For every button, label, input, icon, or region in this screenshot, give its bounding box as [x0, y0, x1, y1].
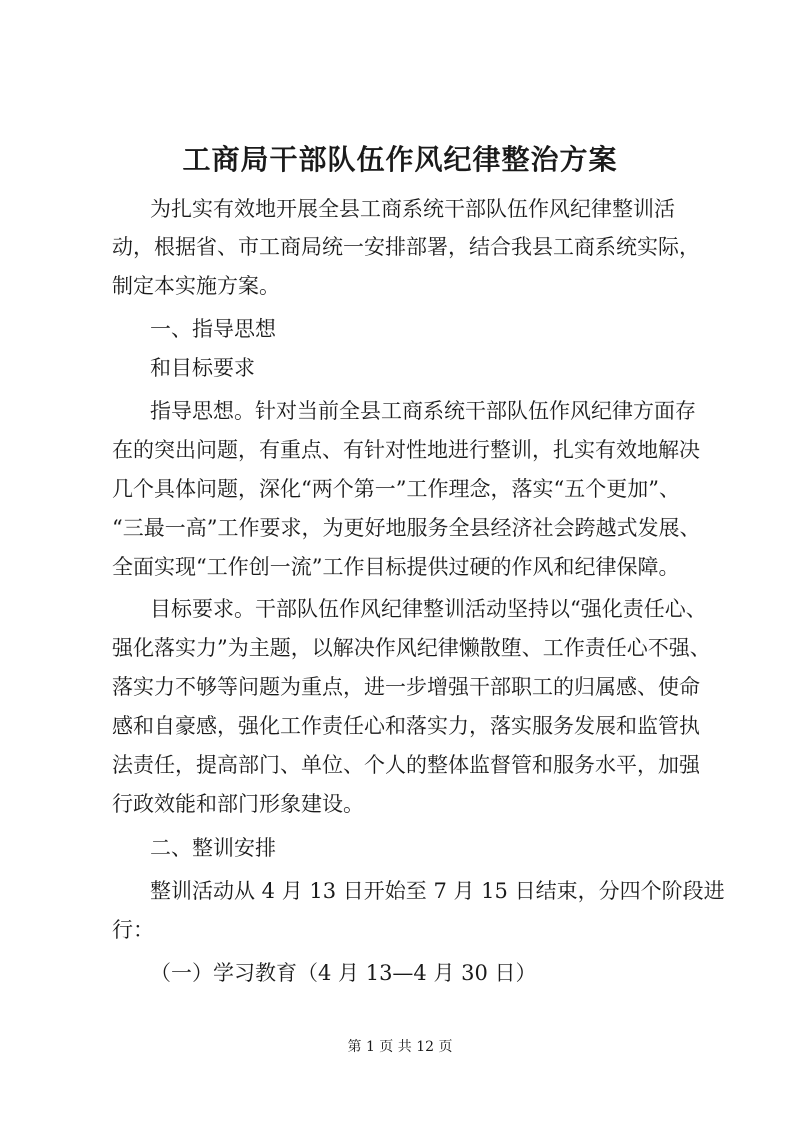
section-heading-continued: 和目标要求 — [150, 356, 255, 380]
paragraph-line: 行政效能和部门形象建设。 — [112, 792, 364, 816]
paragraph-line: 目标要求。干部队伍作风纪律整训活动坚持以“强化责任心、 — [150, 597, 707, 621]
paragraph-line: 动，根据省、市工商局统一安排部署，结合我县工商系统实际， — [112, 235, 700, 259]
paragraph-line: 为扎实有效地开展全县工商系统干部队伍作风纪律整训活 — [150, 197, 675, 221]
section-heading: 一、指导思想 — [150, 317, 276, 341]
paragraph-line: 在的突出问题，有重点、有针对性地进行整训，扎实有效地解决 — [112, 438, 700, 462]
paragraph-line: “三最一高”工作要求，为更好地服务全县经济社会跨越式发展、 — [112, 516, 701, 540]
paragraph-line: 几个具体问题，深化“两个第一”工作理念，落实“五个更加”、 — [112, 477, 680, 501]
paragraph-line: 行： — [112, 918, 154, 942]
paragraph-line: 法责任，提高部门、单位、个人的整体监督管和服务水平，加强 — [112, 753, 700, 777]
paragraph-line: 指导思想。针对当前全县工商系统干部队伍作风纪律方面存 — [150, 399, 696, 423]
paragraph-line: 落实力不够等问题为重点，进一步增强干部职工的归属感、使命 — [112, 675, 700, 699]
paragraph-line: 强化落实力”为主题，以解决作风纪律懒散堕、工作责任心不强、 — [112, 636, 711, 660]
document-title: 工商局干部队伍作风纪律整治方案 — [182, 143, 618, 176]
paragraph-line: 感和自豪感，强化工作责任心和落实力，落实服务发展和监管执 — [112, 714, 700, 738]
section-heading: 二、整训安排 — [150, 836, 276, 860]
page-footer: 第 1 页 共 12 页 — [347, 1039, 453, 1055]
paragraph-line: 全面实现“工作创一流”工作目标提供过硬的作风和纪律保障。 — [112, 555, 680, 579]
paragraph-line: 整训活动从 4 月 13 日开始至 7 月 15 日结束，分四个阶段进 — [150, 879, 725, 903]
paragraph-line: 制定本实施方案。 — [112, 274, 280, 298]
subsection-heading: （一）学习教育（4 月 13—4 月 30 日） — [150, 961, 537, 985]
